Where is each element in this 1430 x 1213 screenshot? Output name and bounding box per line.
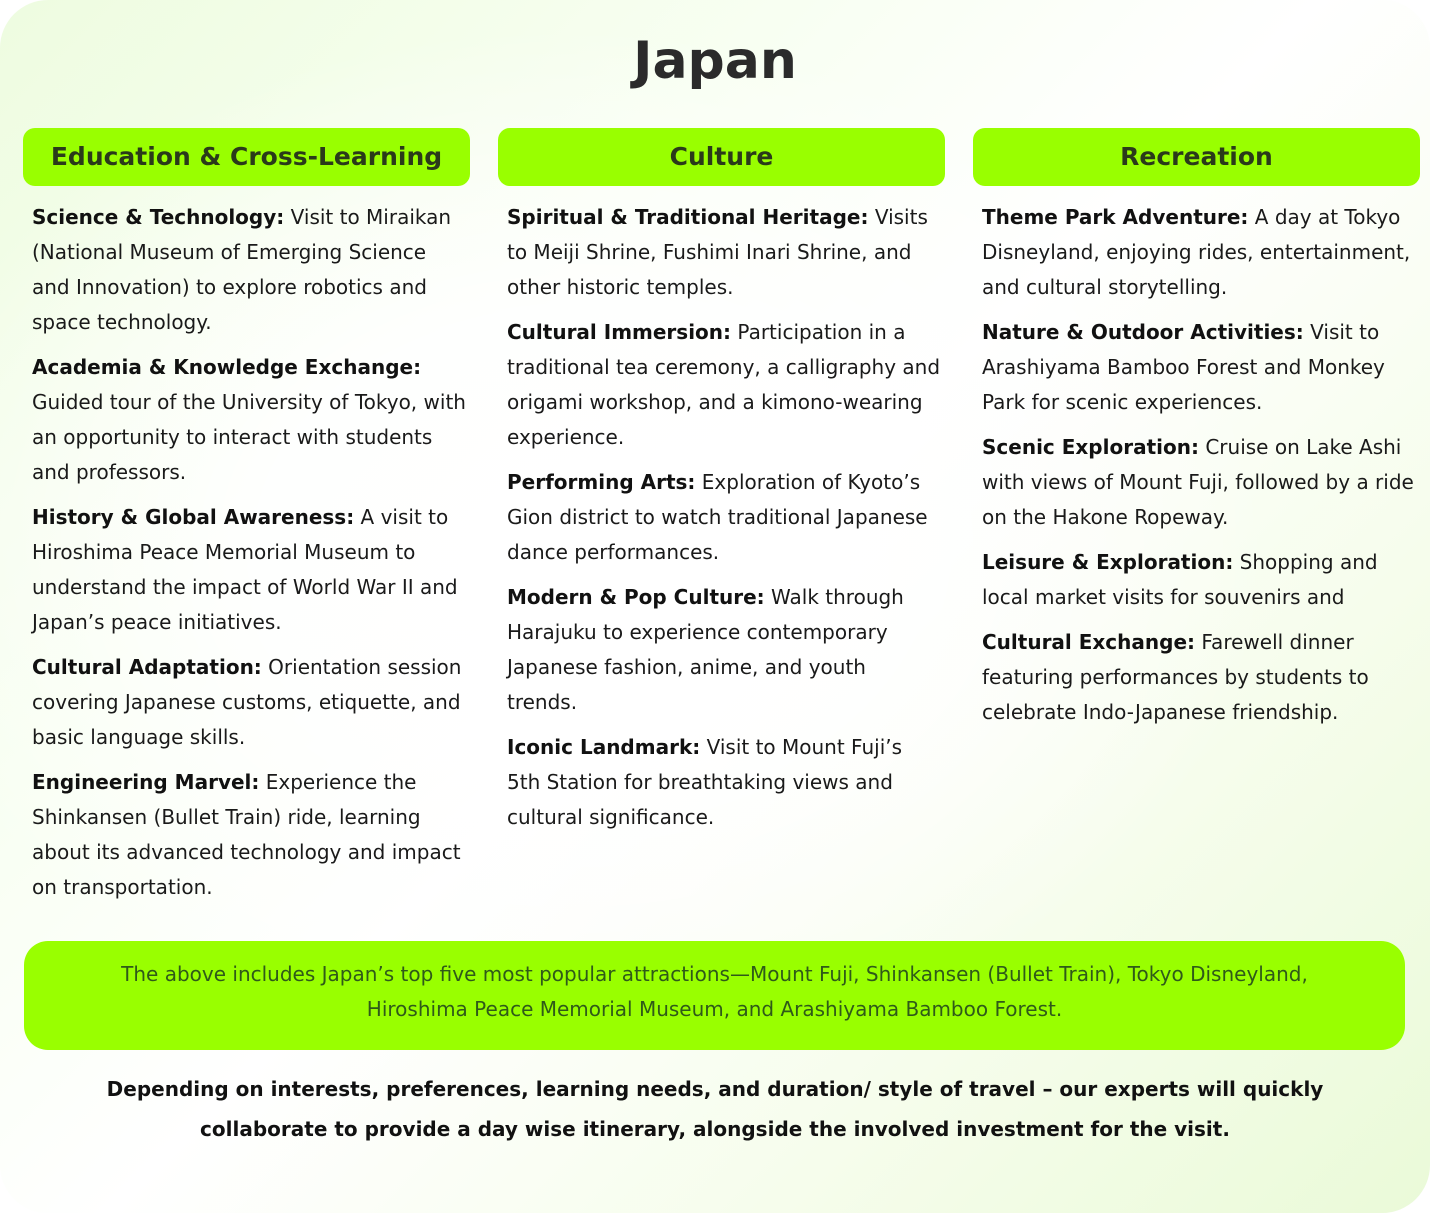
list-item (32, 350, 470, 490)
list-item (507, 730, 945, 835)
item-list (23, 186, 470, 905)
item-text: Orientation session covering Japanese customs, etiquette, and basic language skills. (32, 655, 462, 749)
item-text: Cruise on Lake Ashi with views of Mount Fuji, followed by a ride on the Hakone Ropeway. (982, 435, 1414, 529)
item-title: Cultural Exchange: (982, 630, 1196, 654)
list-item (32, 500, 470, 640)
column-heading-culture: Culture (498, 128, 945, 186)
item-text: Walk through Harajuku to experience contemporary Japanese fashion, anime, and youth trends. (507, 585, 904, 714)
item-title: Engineering Marvel: (32, 770, 260, 794)
list-item (507, 580, 945, 720)
item-title: Theme Park Adventure: (982, 205, 1249, 229)
item-title: Cultural Adaptation: (32, 655, 262, 679)
column-heading-recreation: Recreation (973, 128, 1420, 186)
item-text: Exploration of Kyoto’s Gion district to watch traditional Japanese dance performances. (507, 470, 928, 564)
item-title: Performing Arts: (507, 470, 696, 494)
item-list (498, 186, 945, 835)
item-text: Experience the Shinkansen (Bullet Train) ride, learning about its advanced technology and impact on transportation. (32, 770, 461, 899)
item-text: Shopping and local market visits for souvenirs and (982, 550, 1378, 609)
list-item (982, 200, 1420, 305)
attractions-note: The above includes Japan’s top five most popular attractions—Mount Fuji, Shinkansen (Bullet Train), Tokyo Disneyland, Hiroshima Peace Memorial Museum, and Arashiyama Bamboo Forest. (24, 941, 1405, 1050)
column-recreation (973, 128, 1420, 740)
item-title: Spiritual & Traditional Heritage: (507, 205, 869, 229)
item-text: Participation in a traditional tea ceremony, a calligraphy and origami workshop, and a kimono-wearing experience. (507, 320, 941, 449)
item-title: History & Global Awareness: (32, 505, 355, 529)
item-text: Visits to Meiji Shrine, Fushimi Inari Shrine, and other historic temples. (507, 205, 928, 299)
page-title: Japan (633, 31, 797, 91)
footer-text: Depending on interests, preferences, learning needs, and duration/ style of travel – our experts will quickly collaborate to provide a day wise itinerary, alongside the involved investment for the visit. (106, 1077, 1324, 1141)
item-text: A visit to Hiroshima Peace Memorial Museum to understand the impact of World War II and Japan’s peace initiatives. (32, 505, 458, 634)
list-item (982, 430, 1420, 535)
column-education (23, 128, 470, 915)
list-item (982, 545, 1420, 615)
list-item (507, 200, 945, 305)
list-item (32, 765, 470, 905)
item-text: Farewell dinner featuring performances by students to celebrate Indo-Japanese friendship. (982, 630, 1369, 724)
list-item (507, 465, 945, 570)
item-title: Iconic Landmark: (507, 735, 701, 759)
list-item (32, 650, 470, 755)
list-item (982, 315, 1420, 420)
list-item (32, 200, 470, 340)
column-culture (498, 128, 945, 845)
item-list (973, 186, 1420, 730)
item-title: Academia & Knowledge Exchange: (32, 355, 422, 379)
item-title: Science & Technology: (32, 205, 285, 229)
item-title: Modern & Pop Culture: (507, 585, 765, 609)
item-text: Guided tour of the University of Tokyo, with an opportunity to interact with students and professors. (32, 390, 466, 484)
item-text: Visit to Miraikan (National Museum of Emerging Science and Innovation) to explore robotics and space technology. (32, 205, 452, 334)
item-text: Visit to Mount Fuji’s 5th Station for breathtaking views and cultural significance. (507, 735, 903, 829)
list-item (507, 315, 945, 455)
column-heading-education: Education & Cross-Learning (23, 128, 470, 186)
item-title: Cultural Immersion: (507, 320, 732, 344)
list-item (982, 625, 1420, 730)
item-title: Nature & Outdoor Activities: (982, 320, 1304, 344)
item-title: Leisure & Exploration: (982, 550, 1234, 574)
item-text: A day at Tokyo Disneyland, enjoying rides, entertainment, and cultural storytelling. (982, 205, 1411, 299)
item-text: Visit to Arashiyama Bamboo Forest and Monkey Park for scenic experiences. (982, 320, 1385, 414)
item-title: Scenic Exploration: (982, 435, 1199, 459)
